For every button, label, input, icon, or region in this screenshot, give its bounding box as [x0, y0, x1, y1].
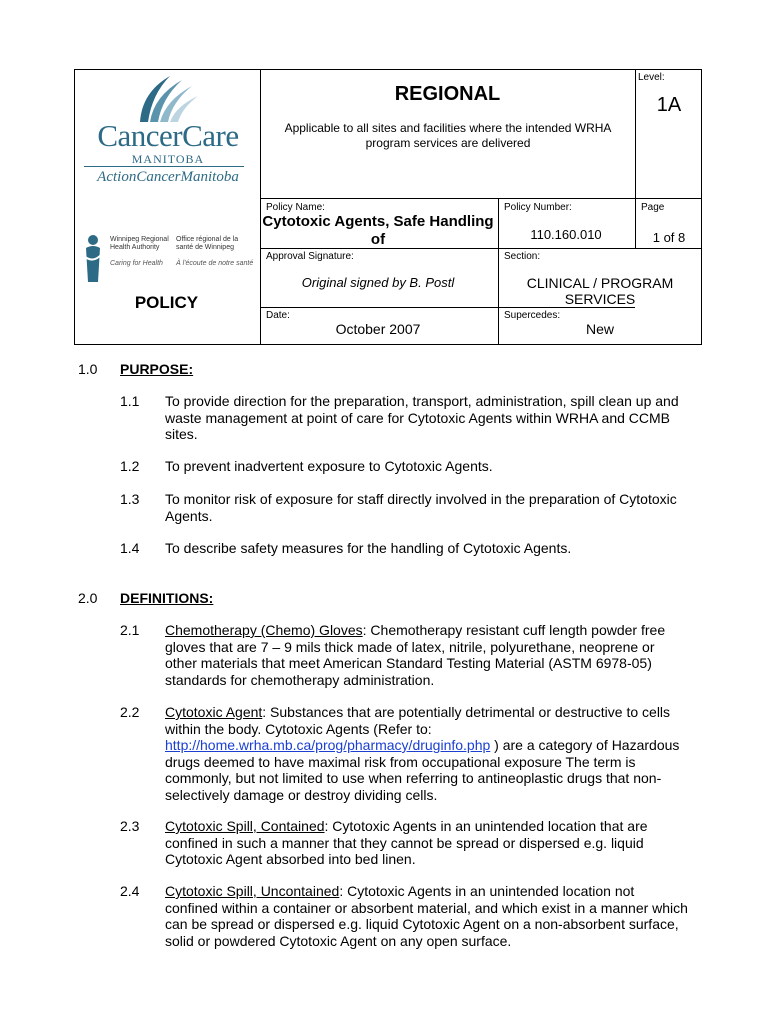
supercedes-value: New — [585, 321, 614, 337]
item-text: To prevent inadvertent exposure to Cytotoxic Agents. — [165, 458, 493, 474]
definition-term: Chemotherapy (Chemo) Gloves — [165, 622, 363, 638]
wrha-tagline-fr: À l'écoute de notre santé — [176, 260, 254, 267]
doc-type: POLICY — [134, 293, 199, 312]
section-value: CLINICAL / PROGRAM SERVICES — [526, 275, 674, 307]
page-value: 1 of 8 — [652, 230, 686, 245]
wrha-tagline-en: Caring for Health — [110, 260, 163, 267]
page-label: Page — [641, 202, 665, 213]
section-heading: DEFINITIONS: — [120, 590, 214, 606]
item-number: 1.1 — [120, 393, 140, 409]
druginfo-link[interactable]: http://home.wrha.mb.ca/prog/pharmacy/druginfo.php — [165, 737, 491, 753]
date-value: October 2007 — [335, 321, 421, 337]
definition-text: : Substances that are potentially detrimental or destructive to cells within the body. Cytotoxic Agents (Refer to: — [165, 704, 671, 737]
definition-text: : Cytotoxic Agents in an unintended location that are confined in such a manner that they cannot be spread or dispersed e.g. liquid Cytotoxic Agent absorbed into bed linen. — [165, 818, 648, 867]
definition-item — [165, 704, 690, 803]
item-number: 2.2 — [120, 704, 140, 720]
definition-text: ) are a category of Hazardous drugs deemed to have maximal risk from occupational exposure The term is commonly, but not limited to use when referring to antineoplastic drugs that non-selectively damage or destroy dividing cells. — [165, 737, 680, 803]
applicability-text: Applicable to all sites and facilities where the intended WRHA program services are delivered — [284, 121, 612, 150]
item-number: 2.3 — [120, 818, 140, 834]
definition-term: Cytotoxic Spill, Uncontained — [165, 883, 340, 899]
logo-rule — [84, 166, 244, 167]
item-number: 1.4 — [120, 540, 140, 556]
logo-tagline: ActionCancerManitoba — [97, 169, 239, 185]
definition-item — [165, 622, 690, 688]
item-text: To provide direction for the preparation, transport, administration, spill clean up and waste management at point of care for Cytotoxic Agents within WRHA and CCMB sites. — [165, 393, 679, 442]
section-number: 2.0 — [78, 590, 98, 606]
level-value: 1A — [656, 94, 682, 116]
item-number: 1.2 — [120, 458, 140, 474]
definition-item — [165, 818, 690, 868]
section-label: Section: — [504, 251, 541, 262]
cancercare-logo — [78, 70, 258, 195]
item-text: To describe safety measures for the handling of Cytotoxic Agents. — [165, 540, 572, 556]
divider — [260, 70, 261, 344]
definition-term: Cytotoxic Spill, Contained — [165, 818, 325, 834]
section-number: 1.0 — [78, 361, 98, 377]
wrha-name-en: Winnipeg Regional Health Authority — [110, 236, 169, 251]
item-number: 2.4 — [120, 883, 140, 899]
logo-wordmark: CancerCare — [97, 118, 239, 153]
definition-item — [165, 883, 690, 949]
scope-title: REGIONAL — [394, 83, 501, 105]
policy-number-value: 110.160.010 — [530, 227, 602, 242]
item-number: 1.3 — [120, 491, 140, 507]
logo-subtitle: MANITOBA — [131, 152, 205, 166]
section-heading: PURPOSE: — [120, 361, 194, 377]
definition-text: : Cytotoxic Agents in an unintended location not confined within a container or absorbent material, and which exist in a manner which can be spread or dispersed e.g. liquid Cytotoxic Agent on a non-absorbent surface, solid or powdered Cytotoxic Agent on any open surface. — [165, 883, 688, 949]
wrha-logo — [80, 232, 260, 292]
divider — [260, 307, 635, 308]
definition-term: Cytotoxic Agent — [165, 704, 263, 720]
item-text: To monitor risk of exposure for staff directly involved in the preparation of Cytotoxic Agents. — [165, 491, 677, 524]
approval-label: Approval Signature: — [266, 251, 354, 262]
wrha-name-fr: Office régional de la santé de Winnipeg — [176, 236, 239, 251]
level-label: Level: — [638, 72, 665, 83]
policy-name-label: Policy Name: — [266, 202, 325, 213]
item-number: 2.1 — [120, 622, 140, 638]
policy-name-value: Cytotoxic Agents, Safe Handling of — [262, 213, 494, 248]
divider — [498, 199, 499, 344]
date-label: Date: — [266, 310, 290, 321]
policy-number-label: Policy Number: — [504, 202, 572, 213]
figure-icon — [82, 234, 104, 284]
definition-text: : Chemotherapy resistant cuff length powder free gloves that are 7 – 9 mils thick made of latex, nitrile, polyurethane, neoprene or other materials that meet American Standard Testing Material (ASTM 6978-05) standards for chemotherapy administration. — [165, 622, 666, 688]
supercedes-label: Supercedes: — [504, 310, 561, 321]
approval-value: Original signed by B. Postl — [301, 275, 455, 290]
divider — [260, 198, 701, 199]
